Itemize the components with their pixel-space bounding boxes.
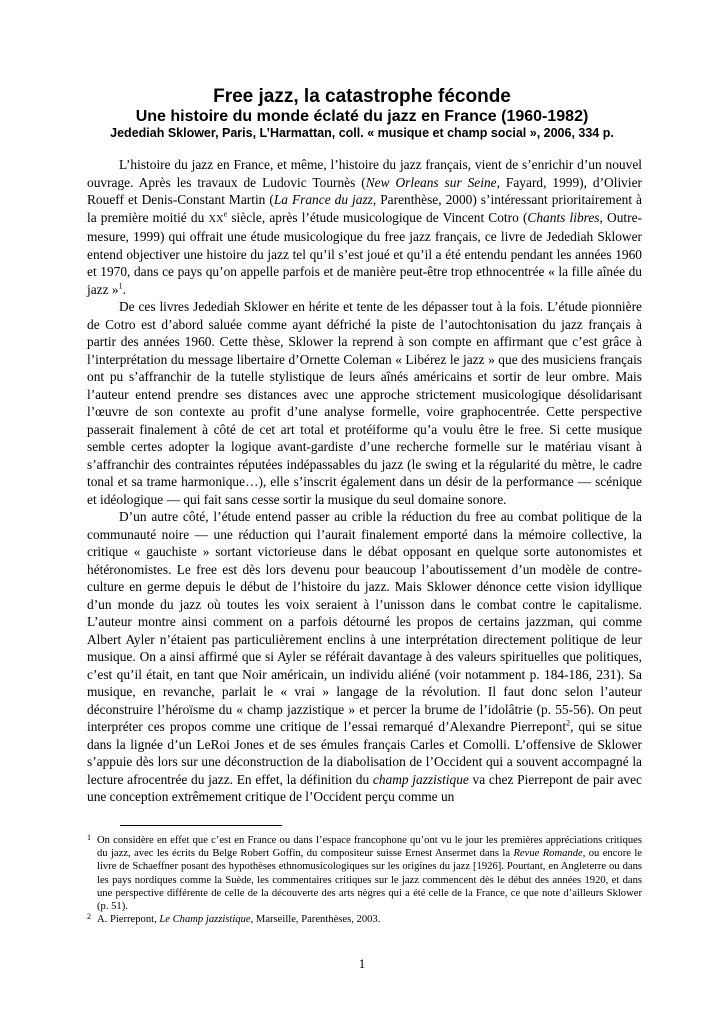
footnotes bbox=[87, 834, 642, 926]
paragraph-2: De ces livres Jedediah Sklower en hérite et tente de les dépasser tout à la fois. L’étude pionnière de Cotro est d’abord saluée comme ayant défriché la piste de l’autochtonisation du jazz français à partir des années 1960. Cette thèse, Sklower la reprend à son compte en affirmant que c’est grâce à l’interprétation du message libertaire d’Ornette Coleman « Libérez le jazz » que des musiciens français ont pu s’affranchir de la tutelle stylistique de leurs aînés américains et sortir de leur ombre. Mais l’auteur entend prendre ses distances avec une approche strictement musicologique désolidarisant l’œuvre de son contexte au profit d’une analyse formelle, voire graphocentrée. Cette perspective passerait finalement à côté de cet art total et protéiforme qu’a voulu être le free. Si cette musique semble certes adopter la logique avant-gardiste d’une recherche formelle sur le matériau visant à s’affranchir des contraintes réputées indépassables du jazz (le swing et la régularité du mètre, le cadre tonal et sa trame harmonique…), elle s’inscrit également dans un désir de la performance — scénique et idéologique — qui fait sans cesse sortir la musique du seul domaine sonore. bbox=[87, 299, 642, 507]
footnote-1: 1 On considère en effet que c’est en France ou dans l’espace francophone qu’ont vu le jour les premières appréciations critiques du jazz, avec les écrits du Belge Robert Goffin, du compositeur suisse Ernest Ansermet dans la Revue Romande, ou encore le livre de Schaeffner posant des hypothèses ethnomusicologiques sur les origines du jazz [1926]. Pourtant, en Angleterre ou dans les pays nordiques comme la Suède, les commentaires critiques sur le jazz commencent dès le début des années 1920, et dans une perspective différente de celle de la découverte des arts nègres qui a été celle de la France, ce que note d’ailleurs Sklower (p. 51). bbox=[87, 833, 642, 913]
article-body bbox=[87, 156, 642, 806]
book-title-chants-libres: Chants libres bbox=[527, 209, 600, 225]
term-champ-jazzistique: champ jazzistique bbox=[372, 771, 469, 787]
book-title-new-orleans: New Orleans sur Seine bbox=[365, 174, 497, 190]
page-number: 1 bbox=[358, 956, 366, 971]
paragraph-3: D’un autre côté, l’étude entend passer au crible la réduction du free au combat politique de la communauté noire — une réduction qui l’aurait finalement emporté dans la mémoire collective, la critique « gauchiste » sortant victorieuse dans le débat opposant en quelque sorte autonomistes et hétéronomistes. Le free est dès lors devenu pour beaucoup l’aboutissement d’un modèle de contre-culture en germe depuis le début de l’histoire du jazz. Mais Sklower dénonce cette vision idyllique d’un monde du jazz où toutes les voix seraient à l’unisson dans le combat contre le capitalisme. L’auteur montre ainsi comment on a parfois détourné les propos de certains jazzman, qui comme Albert Ayler n’étaient pas particulièrement enclins à une interprétation directement politique de leur musique. On a ainsi affirmé que si Ayler se référait davantage à des valeurs spirituelles que politiques, c’est qu’il était, en tant que Noir américain, un individu aliéné (voir notamment p. 184-186, 231). Sa musique, en revanche, parlait le « vrai » langage de la révolution. Il faut donc selon l’auteur déconstruire l’héroïsme du « champ jazzistique » et percer la brume de l’idolâtrie (p. 55-56). On peut interpréter ces propos comme une critique de l’essai remarqué d’Alexandre Pierrepont$^2$, qui se situe dans la lignée d’un LeRoi Jones et de ses émules français Carles et Comolli. L’offensive de Sklower s’appuie dès lors sur une déconstruction de la diabolisation de l’Occident qui a souvent accompagné la lecture afrocentrée du jazz. En effet, la définition du champ jazzistique va chez Pierrepont de pair avec une conception extrêmement critique de l’Occident perçu comme un bbox=[87, 509, 642, 804]
footnote-ref-1[interactable]: 1 bbox=[118, 281, 123, 291]
article-title: Free jazz, la catastrophe féconde bbox=[213, 86, 511, 107]
footnote-separator bbox=[120, 825, 282, 826]
footnote-ref-2[interactable]: 2 bbox=[566, 718, 571, 728]
book-title-france-du-jazz: La France du jazz bbox=[273, 192, 373, 207]
paragraph-1: L’histoire du jazz en France, et même, l’histoire du jazz français, vient de s’enrichir d’un nouvel ouvrage. Après les travaux de Ludovic Tournès (New Orleans sur Seine, Fayard, 1999), d’Olivier Roueff et Denis-Constant Martin (La France du jazz, Parenthèse, 2000) s’intéressant prioritairement à la première moitié du XXe siècle, après l’étude musicologique de Vincent Cotro (Chants libres, Outre-mesure, 1999) qui offrait une étude musicologique du free jazz français, ce livre de Jedediah Sklower entend objectiver une histoire du jazz tel qu’il s’est joué et qu’il a été entendu pendant les années 1960 et 1970, dans ce pays qu’on appelle parfois et de manière peut-être trop ethnocentrée « la fille aînée du jazz »$^1$. bbox=[87, 157, 642, 297]
footnote-2: 2 A. Pierrepont, Le Champ jazzistique, Marseille, Parenthèses, 2003. bbox=[87, 912, 381, 926]
book-reference: Jedediah Sklower, Paris, L’Harmattan, coll. « musique et champ social », 2006, 334 p. bbox=[110, 126, 614, 140]
article-subtitle: Une histoire du monde éclaté du jazz en France (1960-1982) bbox=[135, 108, 589, 125]
